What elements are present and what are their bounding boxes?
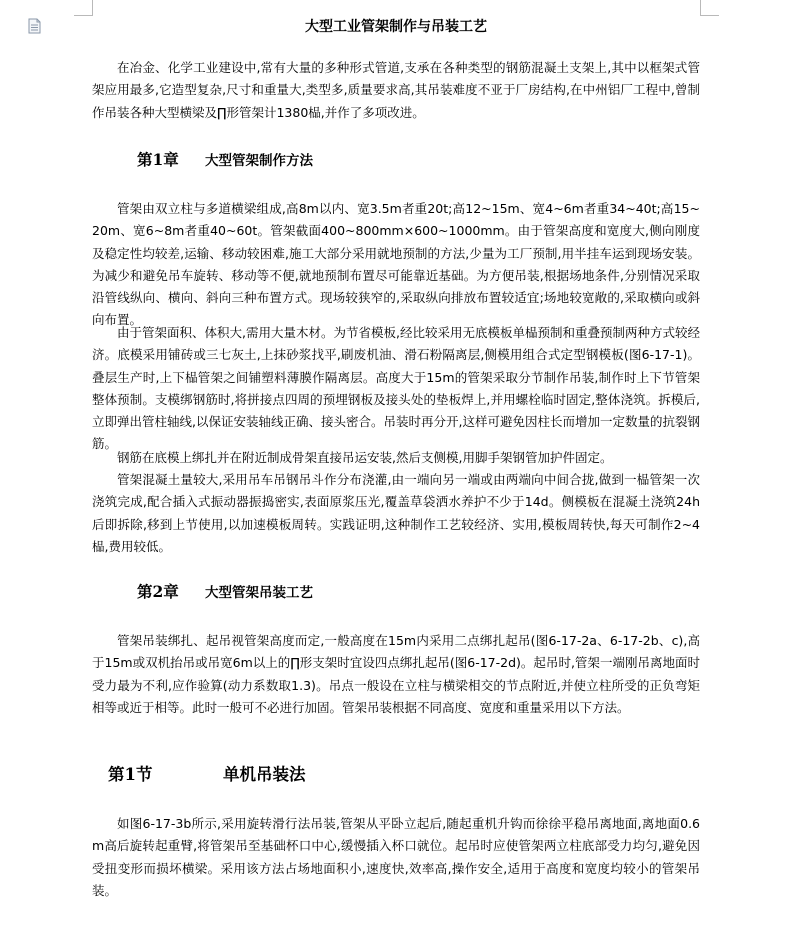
- chapter-1-paragraph: 钢筋在底模上绑扎并在附近制成骨架直接吊运安装,然后支侧模,用脚手架钢管加护件固定。: [117, 450, 613, 465]
- intro-paragraph: 在冶金、化学工业建设中,常有大量的多种形式管道,支承在各种类型的钢筋混凝土支架上,其中以框架式管架应用最多,它造型复杂,尺寸和重量大,类型多,质量要求高,其吊装难度不亚于厂房结构,在中州铝厂工程中,曾制作吊装各种大型横梁及∏形管架计1380榀,并作了多项改进。: [92, 60, 700, 120]
- chapter-1-heading: [137, 149, 313, 172]
- chapter-2-heading: [137, 581, 313, 604]
- chapter-number: 第1章: [137, 150, 179, 169]
- document-title: 大型工业管架制作与吊装工艺: [305, 19, 487, 35]
- chapter-title: 大型管架吊装工艺: [205, 585, 313, 601]
- chapter-2-paragraph: 管架吊装绑扎、起吊视管架高度而定,一般高度在15m内采用二点绑扎起吊(图6-17-2a、6-17-2b、c),高于15m或双机抬吊或吊宽6m以上的∏形支架时宜设四点绑扎起吊(图6-17-2d)。起吊时,管架一端刚吊离地面时受力最为不利,应作验算(动力系数取1.3)。吊点一般设在立柱与横梁相交的节点附近,并使立柱所受的正负弯矩相等或近于相等。此时一般可不必进行加固。管架吊装根据不同高度、宽度和重量采用以下方法。: [92, 633, 700, 715]
- chapter-1-paragraph: 管架由双立柱与多道横梁组成,高8m以内、宽3.5m者重20t;高12~15m、宽4~6m者重34~40t;高15~20m、宽6~8m者重40~60t。管架截面400~800mm×600~1000mm。由于管架高度和宽度大,侧向刚度及稳定性均较差,运输、移动较困难,施工大部分采用就地预制的方法,少量为工厂预制,用半挂车运到现场安装。为减少和避免吊车旋转、移动等不便,就地预制布置尽可能靠近基础。为方便吊装,根据场地条件,分别情况采取沿管线纵向、横向、斜向三种布置方式。现场较狭窄的,采取纵向排放布置较适宜;场地较宽敞的,采取横向或斜向布置。: [92, 201, 700, 328]
- chapter-number: 第2章: [137, 582, 179, 601]
- section-title: 单机吊装法: [223, 765, 306, 784]
- right-margin-marker: [700, 0, 719, 16]
- chapter-1-paragraph: 管架混凝土量较大,采用吊车吊钢吊斗作分布浇灌,由一端向另一端或由两端向中间合拢,做到一榀管架一次浇筑完成,配合插入式振动器振捣密实,表面原浆压光,覆盖草袋洒水养护不少于14d。侧模板在混凝土浇筑24h后即拆除,移到上节使用,以加速模板周转。实践证明,这种制作工艺较经济、实用,模板周转快,每天可制作2~4榀,费用较低。: [92, 472, 700, 554]
- left-margin-marker: [74, 0, 93, 16]
- chapter-title: 大型管架制作方法: [205, 153, 313, 169]
- document-page-icon: [27, 18, 43, 34]
- chapter-1-paragraph: 由于管架面积、体积大,需用大量木材。为节省模板,经比较采用无底模板单榀预制和重叠预制两种方式较经济。底模采用铺砖或三七灰土,上抹砂浆找平,刷废机油、滑石粉隔离层,侧模用组合式定型钢模板(图6-17-1)。叠层生产时,上下榀管架之间铺塑料薄膜作隔离层。高度大于15m的管架采取分节制作吊装,制作时上下节管架整体预制。支模绑钢筋时,将拼接点四周的预埋钢板及接头处的垫板焊上,并用螺栓临时固定,整体浇筑。拆模后,立即弹出管柱轴线,以保证安装轴线正确、接头密合。吊装时再分开,这样可避免因柱长而增加一定数量的抗裂钢筋。: [92, 325, 700, 452]
- section-1-heading: [108, 763, 306, 787]
- section-number: 第1节: [108, 765, 153, 784]
- section-1-paragraph: 如图6-17-3b所示,采用旋转滑行法吊装,管架从平卧立起后,随起重机升钩而徐徐平稳吊离地面,离地面0.6m高后旋转起重臂,将管架吊至基础杯口中心,缓慢插入杯口就位。起吊时应使管架两立柱底部受力均匀,避免因受扭变形而损坏横梁。采用该方法占场地面积小,速度快,效率高,操作安全,适用于高度和宽度均较小的管架吊装。: [92, 816, 700, 898]
